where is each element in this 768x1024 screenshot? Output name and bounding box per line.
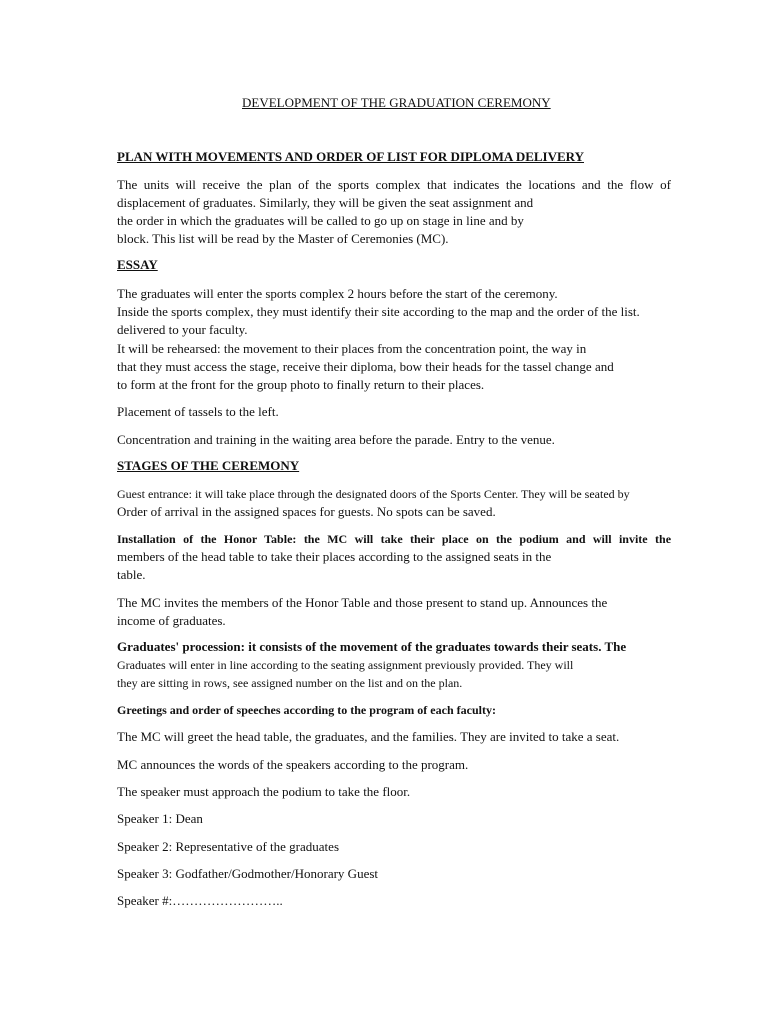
greetings-heading: Greetings and order of speeches according to the program of each faculty: bbox=[117, 703, 496, 717]
section-heading-plan: PLAN WITH MOVEMENTS AND ORDER OF LIST FOR DIPLOMA DELIVERY bbox=[117, 149, 584, 164]
speaker-item: Speaker #:…………………….. bbox=[117, 893, 283, 908]
essay-line-5: that they must access the stage, receive their diploma, bow their heads for the tassel change and bbox=[117, 359, 614, 374]
speaker-item: Speaker 3: Godfather/Godmother/Honorary Guest bbox=[117, 866, 379, 881]
honor-table-line-1 bbox=[117, 531, 671, 547]
section-heading-essay: ESSAY bbox=[117, 257, 158, 272]
honor-table-label: Installation of the Honor Table: bbox=[117, 532, 297, 546]
plan-line-1: The units will receive the plan of the sports complex that indicates the locations and the flow of bbox=[117, 177, 671, 192]
essay-line-6: to form at the front for the group photo to finally return to their places. bbox=[117, 377, 485, 392]
honor-table-line-3: table. bbox=[117, 567, 146, 582]
tassels-line: Placement of tassels to the left. bbox=[117, 404, 279, 419]
plan-line-3: the order in which the graduates will be called to go up on stage in line and by bbox=[117, 213, 524, 228]
essay-line-2: Inside the sports complex, they must identify their site according to the map and the order of the list. bbox=[117, 304, 640, 319]
document-title: DEVELOPMENT OF THE GRADUATION CEREMONY bbox=[242, 95, 551, 110]
mc-announce-line: MC announces the words of the speakers according to the program. bbox=[117, 757, 469, 772]
concentration-line: Concentration and training in the waiting area before the parade. Entry to the venue. bbox=[117, 432, 555, 447]
guest-line-1: Guest entrance: it will take place through the designated doors of the Sports Center. They will be seated by bbox=[117, 487, 630, 501]
procession-line-2: Graduates will enter in line according to the seating assignment previously provided. They will bbox=[117, 658, 574, 672]
plan-line-2: displacement of graduates. Similarly, they will be given the seat assignment and bbox=[117, 195, 534, 210]
guest-line-2: Order of arrival in the assigned spaces for guests. No spots can be saved. bbox=[117, 504, 496, 519]
invite-line-1: The MC invites the members of the Honor Table and those present to stand up. Announces the bbox=[117, 595, 608, 610]
honor-table-line-2: members of the head table to take their places according to the assigned seats in the bbox=[117, 549, 552, 564]
procession-line-3: they are sitting in rows, see assigned number on the list and on the plan. bbox=[117, 676, 463, 690]
speaker-item: Speaker 1: Dean bbox=[117, 811, 203, 826]
procession-line-1: Graduates' procession: it consists of the movement of the graduates towards their seats. The bbox=[117, 639, 627, 654]
honor-table-rest: the MC will take their place on the podium and will invite the bbox=[303, 532, 672, 546]
speaker-podium-line: The speaker must approach the podium to take the floor. bbox=[117, 784, 411, 799]
essay-line-1: The graduates will enter the sports complex 2 hours before the start of the ceremony. bbox=[117, 286, 558, 301]
invite-line-2: income of graduates. bbox=[117, 613, 226, 628]
speaker-item: Speaker 2: Representative of the graduates bbox=[117, 839, 339, 854]
mc-greet-line: The MC will greet the head table, the graduates, and the families. They are invited to take a seat. bbox=[117, 729, 620, 744]
essay-line-4: It will be rehearsed: the movement to their places from the concentration point, the way in bbox=[117, 341, 587, 356]
section-heading-stages: STAGES OF THE CEREMONY bbox=[117, 458, 300, 473]
essay-line-3: delivered to your faculty. bbox=[117, 322, 248, 337]
plan-line-4: block. This list will be read by the Master of Ceremonies (MC). bbox=[117, 231, 449, 246]
